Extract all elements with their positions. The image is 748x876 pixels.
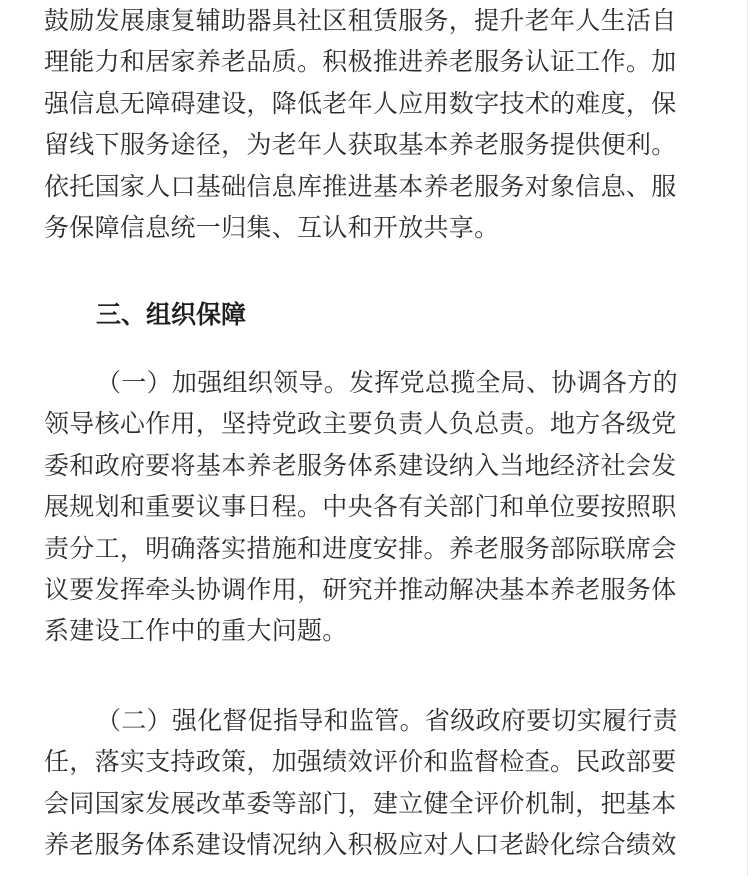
text-line: 委和政府要将基本养老服务体系建设纳入当地经济社会发 [44,450,677,480]
text-line: 务保障信息统一归集、互认和开放共享。 [44,213,500,243]
text-line: 任，落实支持政策，加强绩效评价和监督检查。民政部要 [44,747,677,777]
text-line: （一）加强组织领导。发挥党总揽全局、协调各方的 [96,368,678,397]
text-line: 责分工，明确落实措施和进度安排。养老服务部际联席会 [44,533,677,563]
paragraph-elderly-services [44,0,704,248]
text-line: 强信息无障碍建设，降低老年人应用数字技术的难度，保 [44,88,677,118]
text-line: 鼓励发展康复辅助器具社区租赁服务，提升老年人生活自 [44,6,677,35]
section-heading: 三、组织保障 [96,300,247,329]
paragraph-supervision [44,700,704,866]
text-line: 理能力和居家养老品质。积极推进养老服务认证工作。加 [44,47,677,77]
text-line: 依托国家人口基础信息库推进基本养老服务对象信息、服 [44,171,677,201]
text-line: 议要发挥牵头协调作用，研究并推动解决基本养老服务体 [44,575,677,605]
text-line: 领导核心作用，坚持党政主要负责人负总责。地方各级党 [44,409,677,439]
text-line: （二）强化督促指导和监管。省级政府要切实履行责 [96,706,678,735]
text-line: 养老服务体系建设情况纳入积极应对人口老龄化综合绩效 [44,830,677,860]
paragraph-organization-leadership [44,362,704,652]
text-line: 会同国家发展改革委等部门，建立健全评价机制，把基本 [44,788,677,818]
text-line: 留线下服务途径，为老年人获取基本养老服务提供便利。 [44,130,677,160]
text-line: 展规划和重要议事日程。中央各有关部门和单位要按照职 [44,492,677,522]
text-line: 系建设工作中的重大问题。 [44,616,348,646]
